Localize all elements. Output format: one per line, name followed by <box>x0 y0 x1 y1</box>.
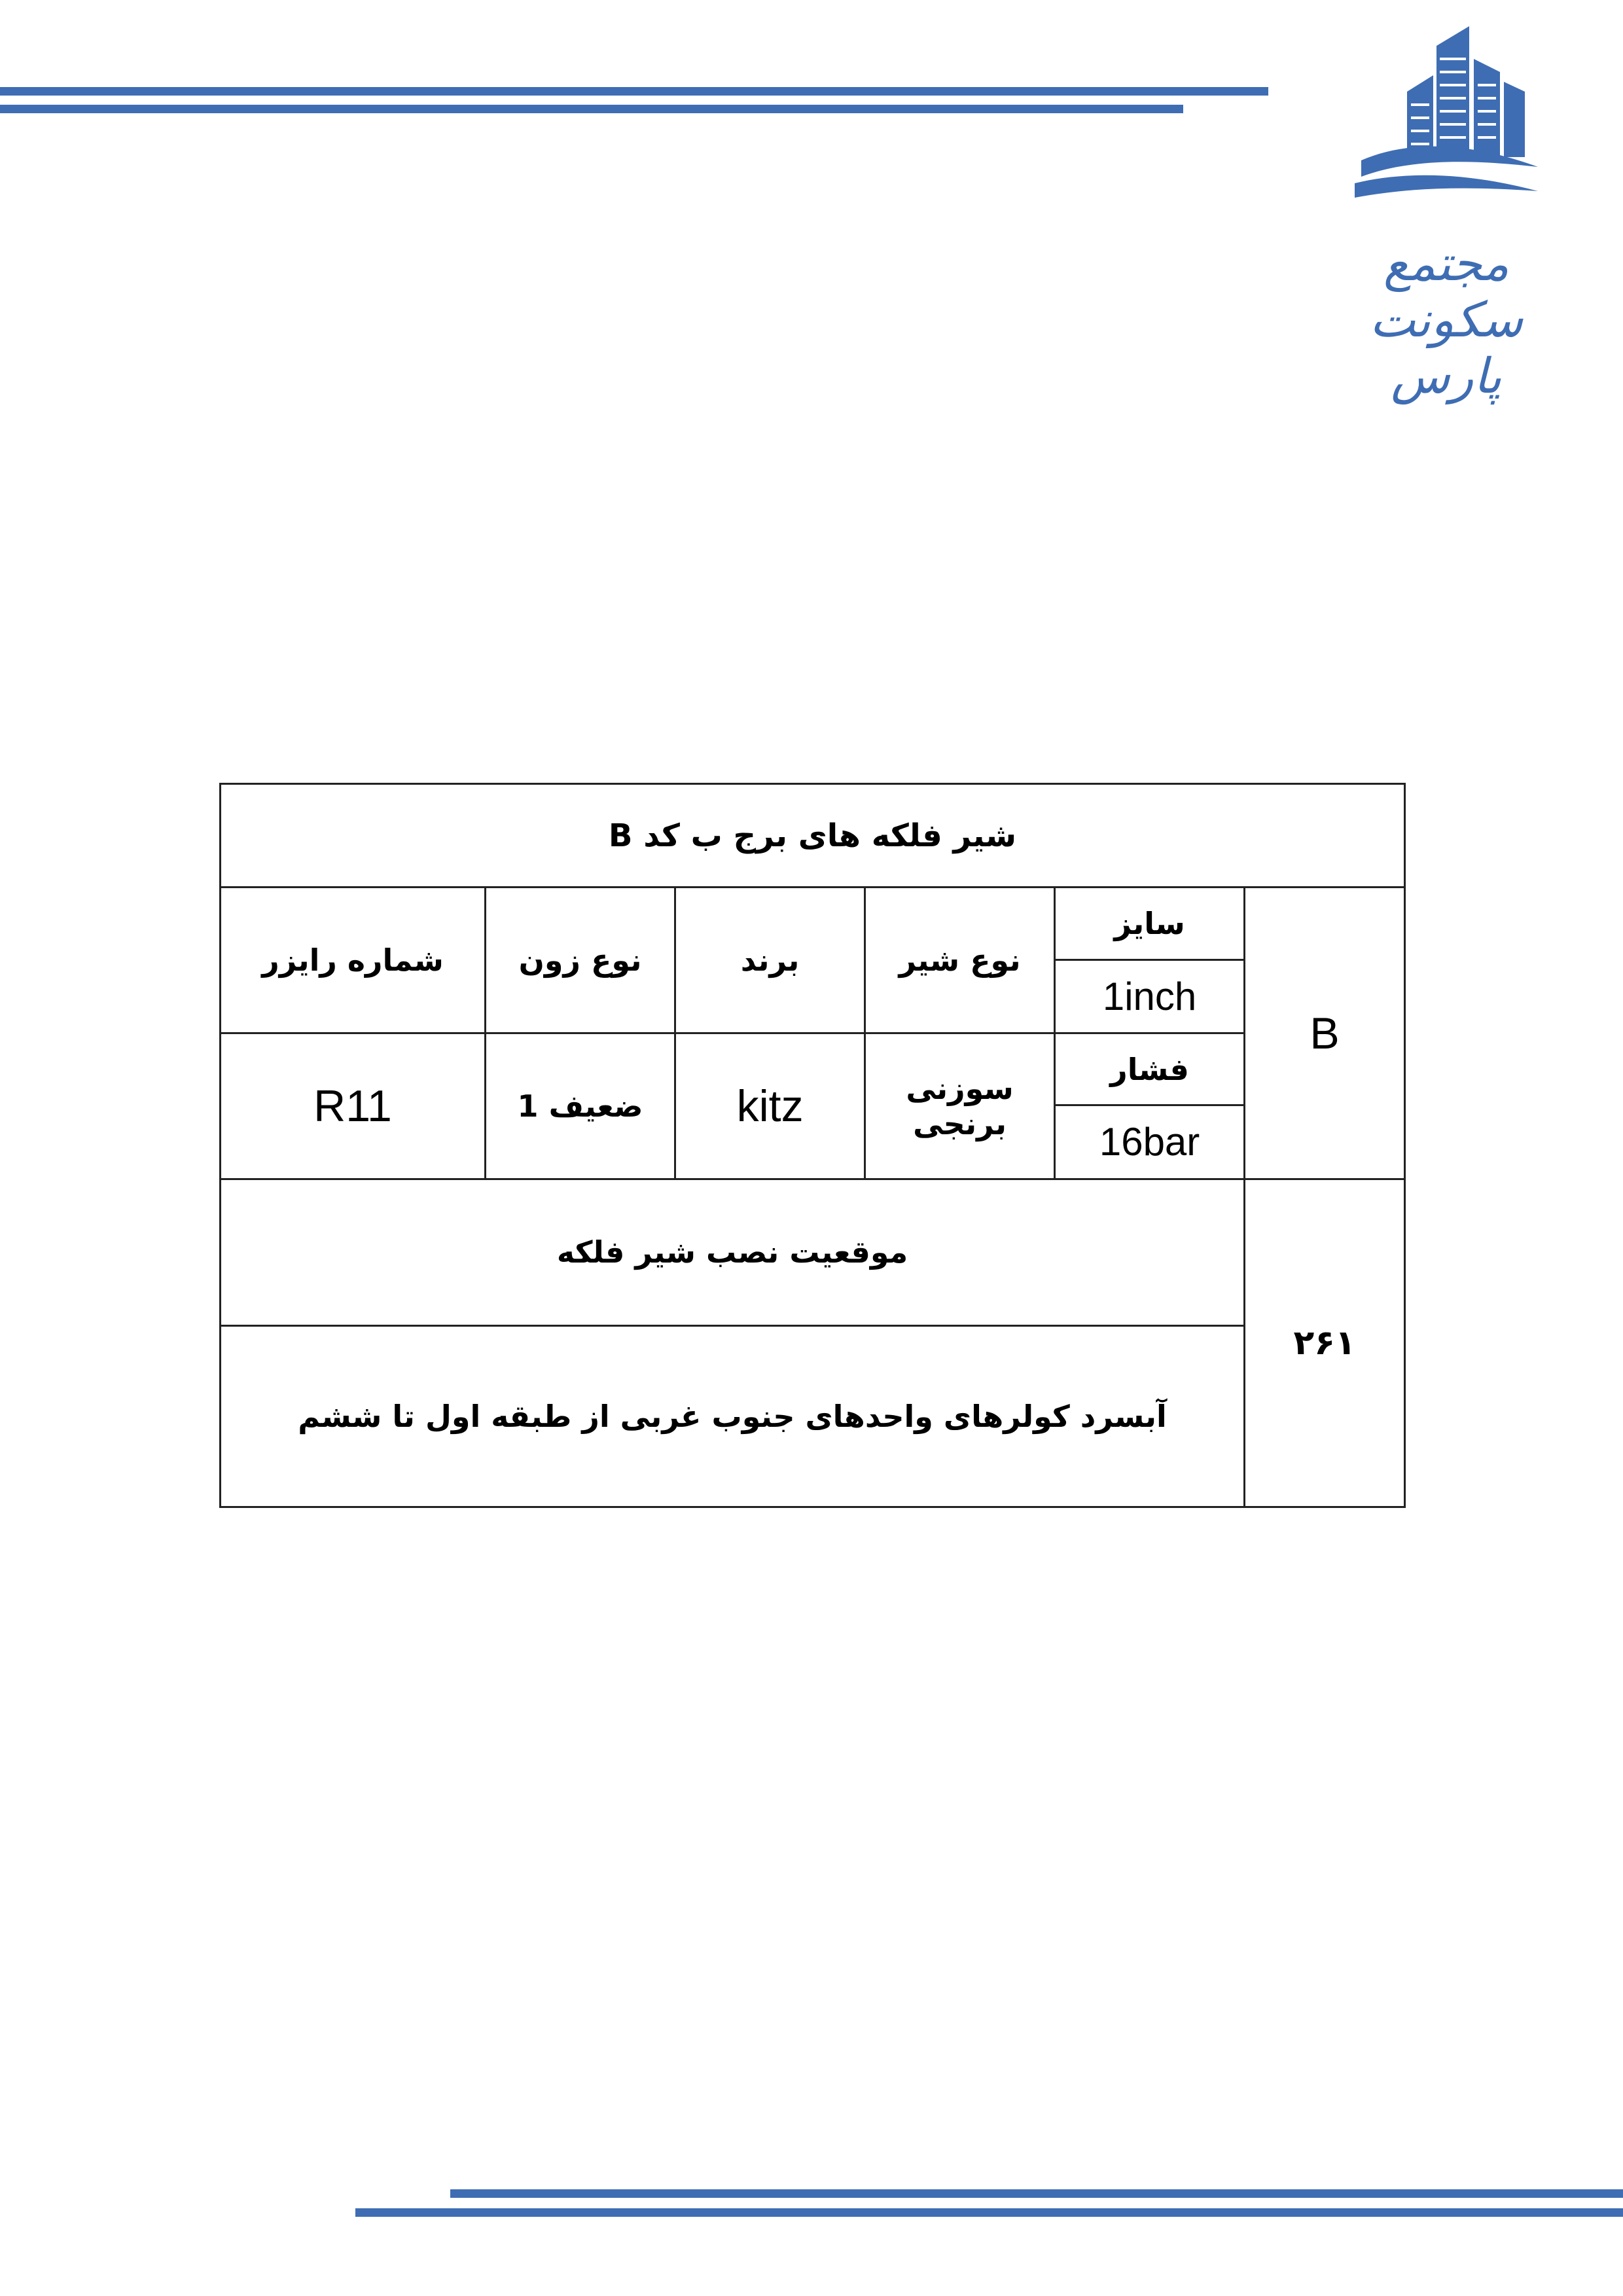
header-line-top <box>0 87 1268 96</box>
footer-line-top <box>450 2189 1623 2198</box>
size-header: سایز <box>1055 888 1245 960</box>
riser-number-header: شماره رایزر <box>221 888 486 1033</box>
valve-info-table <box>219 783 1406 1508</box>
pressure-value: 16bar <box>1055 1105 1245 1179</box>
brand-value: kitz <box>675 1033 865 1179</box>
brand-header: برند <box>675 888 865 1033</box>
size-value: 1inch <box>1055 960 1245 1033</box>
location-label: موقعیت نصب شیر فلکه <box>221 1179 1245 1326</box>
city-buildings-waves-icon <box>1335 20 1558 236</box>
riser-number-value: R11 <box>221 1033 486 1179</box>
zone-type-value: ضعیف 1 <box>486 1033 675 1179</box>
header-line-bottom <box>0 105 1183 113</box>
logo-text: مجتمع سکونت پارس <box>1369 236 1524 404</box>
tower-code: B <box>1245 888 1405 1179</box>
valve-type-header: نوع شیر <box>865 888 1055 1033</box>
company-logo <box>1335 20 1558 404</box>
table-title: شیر فلکه های برج ب کد B <box>221 784 1405 888</box>
valve-number: ۲۶۱ <box>1245 1179 1405 1507</box>
location-value: آبسرد کولرهای واحدهای جنوب غربی از طبقه اول تا ششم <box>221 1326 1245 1507</box>
footer-line-bottom <box>355 2208 1623 2217</box>
pressure-label: فشار <box>1055 1033 1245 1105</box>
zone-type-header: نوع زون <box>486 888 675 1033</box>
valve-type-value: سوزنی برنجی <box>865 1033 1055 1179</box>
